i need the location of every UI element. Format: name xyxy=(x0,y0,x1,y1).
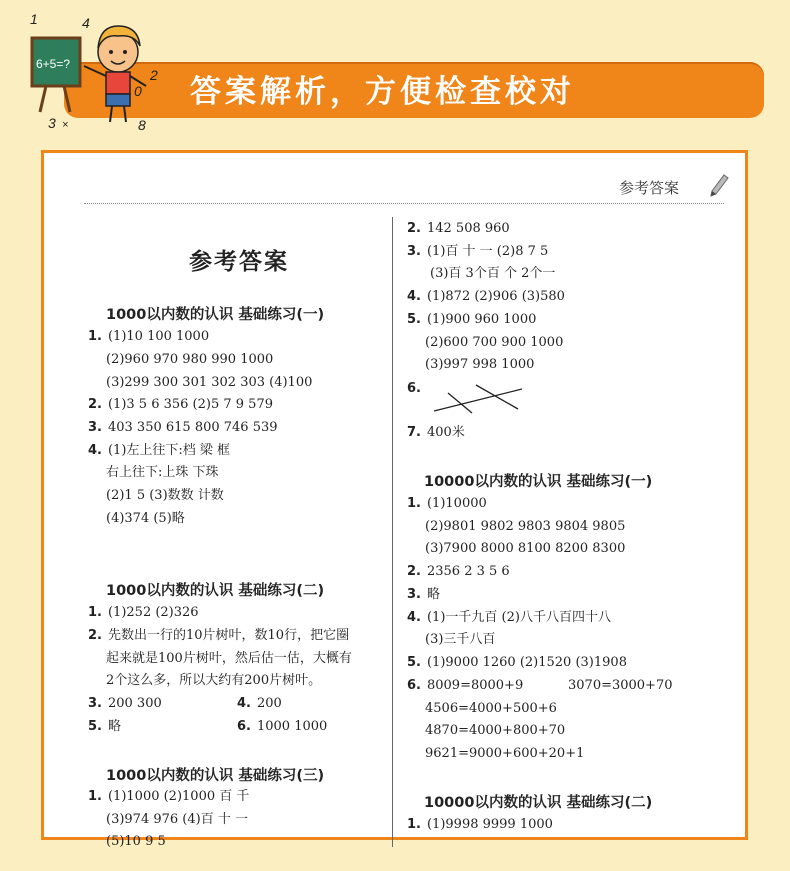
mascot-digit: 3 xyxy=(48,115,56,131)
answer-line: 右上往下:上珠 下珠 xyxy=(106,465,219,480)
section-title: 10000以内数的认识 基础练习(一) xyxy=(424,474,653,490)
answer-line: 7. 400米 xyxy=(407,425,465,440)
answer-line: 4870=4000+800+70 xyxy=(425,723,566,738)
answer-line: (2)9801 9802 9803 9804 9805 xyxy=(425,519,626,534)
crossing-lines-diagram xyxy=(432,379,524,415)
answer-line: 4. (1)左上往下:档 梁 框 xyxy=(88,443,231,458)
column-divider xyxy=(392,217,393,847)
header-label: 参考答案 xyxy=(619,179,680,197)
mascot-digit: 0 xyxy=(134,83,142,99)
mascot-digit: × xyxy=(62,119,69,131)
board-text: 6+5=? xyxy=(36,57,71,71)
answer-line: 4. (1)一千九百 (2)八千八百四十八 xyxy=(407,610,611,625)
answer-line: 3. 略 xyxy=(407,587,440,602)
answer-line: (5)10 9 5 xyxy=(106,834,166,849)
answer-line: 3070=3000+70 xyxy=(568,678,673,693)
section-title: 1000以内数的认识 基础练习(二) xyxy=(106,583,325,599)
answer-line: 2. 142 508 960 xyxy=(407,221,510,236)
answer-line: 起来就是100片树叶，然后估一估，大概有 xyxy=(106,651,352,666)
answer-line: 6. xyxy=(407,381,421,396)
answer-line: (3)974 976 (4)百 十 一 xyxy=(106,812,248,827)
answer-line: 6. 8009=8000+9 xyxy=(407,678,524,693)
answer-line: (3)299 300 301 302 303 (4)100 xyxy=(106,375,313,390)
answer-sheet xyxy=(41,150,748,849)
answer-line: 2. 先数出一行的10片树叶，数10行，把它圈 xyxy=(88,628,350,643)
answer-line: 6. 1000 1000 xyxy=(237,719,328,734)
answer-line: 3. 200 300 xyxy=(88,696,162,711)
answer-line: (2)600 700 900 1000 xyxy=(425,335,564,350)
answer-line: 4506=4000+500+6 xyxy=(425,701,557,716)
answer-line: (3)7900 8000 8100 8200 8300 xyxy=(425,541,626,556)
answer-line: 5. (1)9000 1260 (2)1520 (3)1908 xyxy=(407,655,627,670)
section-title: 1000以内数的认识 基础练习(三) xyxy=(106,768,325,784)
answer-line: (3)百 3个百 个 2个一 xyxy=(430,266,556,281)
mascot-digit: 8 xyxy=(138,117,146,133)
page-title: 参考答案 xyxy=(189,249,289,275)
answer-line: (2)960 970 980 990 1000 xyxy=(106,352,274,367)
answer-line: 1. (1)10000 xyxy=(407,496,487,511)
section-title: 1000以内数的认识 基础练习(一) xyxy=(106,307,325,323)
banner-title: 答案解析，方便检查校对 xyxy=(190,74,575,110)
answer-line: 9621=9000+600+20+1 xyxy=(425,746,585,761)
mascot-digit: 2 xyxy=(150,67,158,83)
pencil-icon xyxy=(706,171,730,197)
header-divider xyxy=(84,203,724,204)
answer-line: (2)1 5 (3)数数 计数 xyxy=(106,488,224,503)
answer-line: 2. 2356 2 3 5 6 xyxy=(407,564,510,579)
answer-line: 5. 略 xyxy=(88,719,121,734)
answer-line: 1. (1)10 100 1000 xyxy=(88,329,210,344)
mascot-digit: 1 xyxy=(30,11,38,27)
answer-line: 2个这么多，所以大约有200片树叶。 xyxy=(106,673,322,688)
answer-line: 4. (1)872 (2)906 (3)580 xyxy=(407,289,565,304)
answer-line: 3. 403 350 615 800 746 539 xyxy=(88,420,278,435)
answer-line: 4. 200 xyxy=(237,696,282,711)
section-title: 10000以内数的认识 基础练习(二) xyxy=(424,795,653,811)
mascot-digit: 4 xyxy=(82,15,90,31)
answer-line: (3)三千八百 xyxy=(425,632,496,647)
answer-line: 3. (1)百 十 一 (2)8 7 5 xyxy=(407,244,549,259)
mascot-illustration xyxy=(18,4,168,132)
answer-line: 1. (1)9998 9999 1000 xyxy=(407,817,553,832)
answer-line: 2. (1)3 5 6 356 (2)5 7 9 579 xyxy=(88,397,273,412)
answer-line: 5. (1)900 960 1000 xyxy=(407,312,537,327)
answer-line: 1. (1)1000 (2)1000 百 千 xyxy=(88,789,250,804)
answer-line: (3)997 998 1000 xyxy=(425,357,535,372)
answer-line: (4)374 (5)略 xyxy=(106,511,185,526)
answer-line: 1. (1)252 (2)326 xyxy=(88,605,199,620)
